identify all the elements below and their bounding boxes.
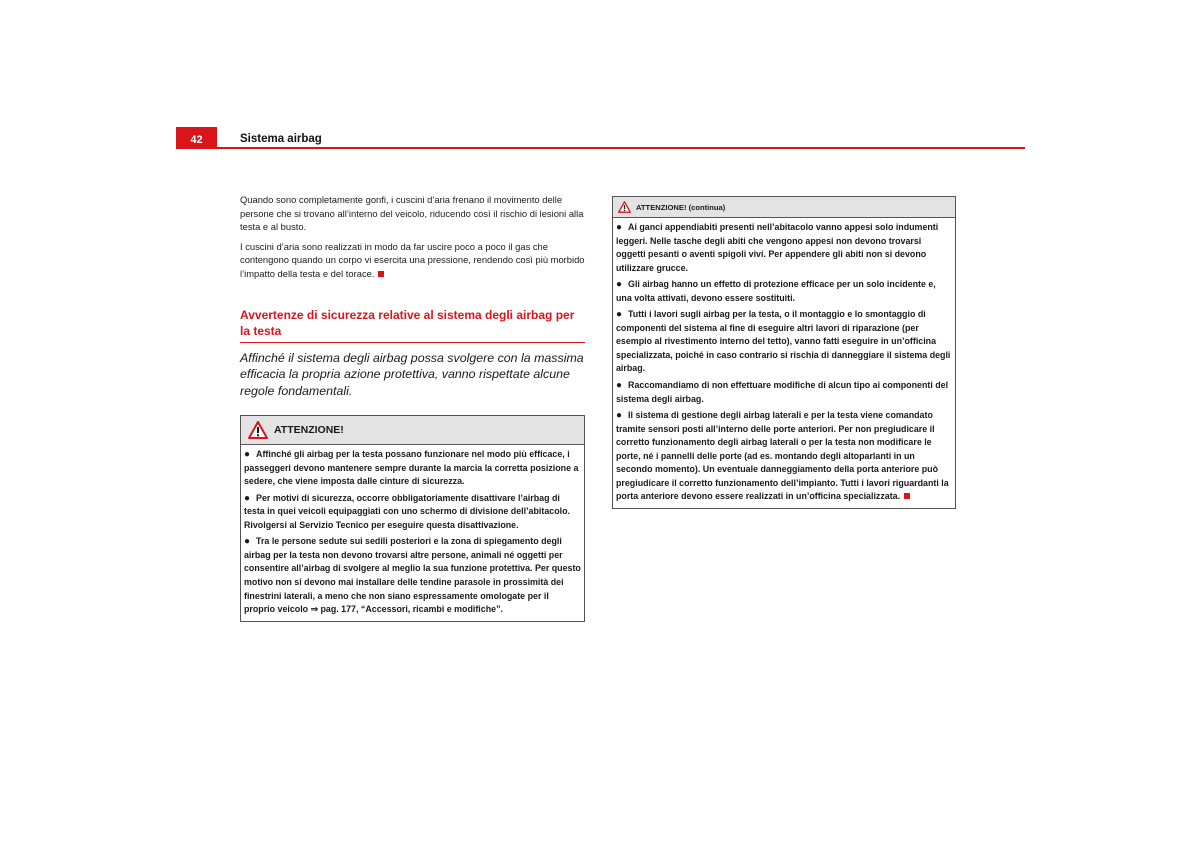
warning-item-text: Raccomandiamo di non effettuare modifiche di alcun tipo ai componenti del sistema degli airbag. — [616, 380, 949, 404]
warning-title: ATTENZIONE! — [274, 424, 344, 437]
warning-item-text: Il sistema di gestione degli airbag laterali e per la testa viene comandato tramite sensori posti all’interno delle porte anteriori. Per non pregiudicare il corretto funzionamento degli airbag laterali o per la testa non modificare le porte, né i pannelli delle porte (ad es. montando degli altoparlanti in un secondo momento). Un eventuale danneggiamento della porta anteriore può pregiudicare il corretto funzionamento dell’impianto. Tutti i lavori riguardanti la porta anteriore devono essere realizzati in un’officina specializzata. — [616, 410, 949, 502]
section-title: Avvertenze di sicurezza relative al sistema degli airbag per la testa — [240, 307, 585, 343]
section-intro: Affinché il sistema degli airbag possa svolgere con la massima efficacia la propria azione protettiva, vanno rispettate alcune regole fondamentali. — [240, 350, 584, 398]
right-column — [612, 196, 956, 509]
warning-body — [613, 218, 955, 508]
warning-item — [616, 221, 952, 275]
chapter-title: Sistema airbag — [240, 133, 322, 145]
warning-item — [616, 278, 952, 305]
paragraph-text: I cuscini d’aria sono realizzati in modo da far uscire poco a poco il gas che contengono quando un corpo vi esercita una pressione, rendendo così più morbido l’impatto della testa e del torace. — [240, 240, 585, 279]
header-rule — [176, 147, 1025, 149]
warning-item — [616, 308, 952, 376]
warning-item-text: Gli airbag hanno un effetto di protezione efficace per un solo incidente e, una volta attivati, devono essere sostituiti. — [616, 279, 936, 303]
warning-item — [616, 379, 952, 406]
left-column — [240, 193, 585, 622]
warning-item — [244, 535, 581, 616]
warning-item-text: Ai ganci appendiabiti presenti nell’abitacolo vanno appesi solo indumenti leggeri. Nelle tasche degli abiti che vengono appesi non devono trovarsi oggetti pesanti o aventi spigoli vivi. Per appendere gli abiti non si devono utilizzare grucce. — [616, 222, 939, 273]
warning-box-continued — [612, 196, 956, 509]
warning-box — [240, 415, 585, 622]
bullet-icon: ● — [244, 536, 251, 548]
warning-triangle-icon — [618, 201, 631, 213]
warning-item-text: Affinché gli airbag per la testa possano funzionare nel modo più efficace, i passeggeri devono mantenere sempre durante la marcia la corretta posizione a sedere, che viene imposta dalle cinture di sicurezza. — [244, 449, 579, 487]
end-mark-icon — [904, 493, 910, 499]
warning-triangle-icon — [248, 421, 268, 439]
bullet-icon: ● — [616, 222, 623, 233]
bullet-icon: ● — [616, 380, 623, 392]
warning-title: ATTENZIONE! (continua) — [636, 202, 726, 212]
warning-header — [613, 197, 955, 218]
end-mark-icon — [378, 271, 384, 277]
warning-header — [241, 416, 584, 445]
warning-item — [616, 409, 952, 504]
warning-item-text: Tra le persone sedute sui sedili posteriori e la zona di spiegamento degli airbag per la testa non devono trovarsi altre persone, animali né oggetti per consentire all’airbag di svolgere al meglio la sua funzione protettiva. Per questo motivo non si devono mai installare delle tendine parasole in prossimità dei finestrini laterali, a meno che non siano espressamente omologate per il proprio veicolo ⇒ pag. 177, “Accessori, ricambi e modifiche”. — [244, 536, 581, 615]
warning-item — [244, 492, 581, 533]
bullet-icon: ● — [244, 492, 251, 504]
warning-item — [244, 448, 581, 489]
bullet-icon: ● — [616, 410, 623, 422]
body-paragraph — [240, 240, 585, 281]
bullet-icon: ● — [616, 309, 623, 321]
page-number: 42 — [176, 127, 217, 149]
warning-item-text: Tutti i lavori sugli airbag per la testa, o il montaggio e lo smontaggio di componenti del sistema al fine di eseguire altri lavori di riparazione (per esempio al rivestimento interno del tetto), vanno fatti eseguire in un’officina specializzata, poiché in caso contrario si rischia di danneggiare il sistema degli airbag. — [616, 309, 951, 374]
bullet-icon: ● — [244, 449, 251, 461]
warning-item-text: Per motivi di sicurezza, occorre obbligatoriamente disattivare l’airbag di testa in quei veicoli equipaggiati con uno schermo di divisione dell’abitacolo. Rivolgersi al Servizio Tecnico per eseguire questa disattivazione. — [244, 492, 570, 530]
bullet-icon: ● — [616, 279, 623, 291]
warning-body — [241, 445, 584, 621]
body-paragraph: Quando sono completamente gonfi, i cuscini d’aria frenano il movimento delle persone che si trovano all’interno del veicolo, riducendo così il rischio di lesioni alla testa e al busto. — [240, 194, 584, 233]
